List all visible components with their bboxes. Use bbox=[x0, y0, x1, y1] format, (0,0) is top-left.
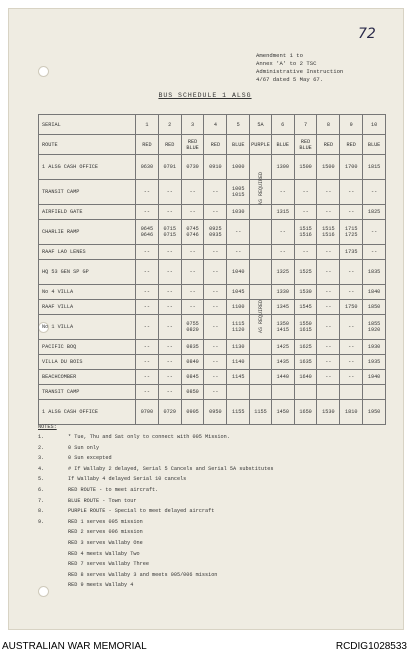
time-cell bbox=[317, 385, 340, 400]
time-cell: 1345 bbox=[271, 300, 294, 315]
time-cell: -- bbox=[158, 205, 181, 220]
time-cell: 0730 bbox=[181, 155, 204, 180]
time-cell: -- bbox=[317, 355, 340, 370]
table-row bbox=[39, 385, 386, 400]
time-cell: 1515 1516 bbox=[317, 220, 340, 245]
time-cell: -- bbox=[136, 245, 159, 260]
time-cell: 0715 0715 bbox=[158, 220, 181, 245]
header-line: Annex 'A' to 2 TSC bbox=[256, 60, 317, 67]
time-cell: 1140 bbox=[227, 355, 250, 370]
time-cell: -- bbox=[136, 340, 159, 355]
note-number bbox=[38, 551, 68, 562]
note-number: 8. bbox=[38, 508, 45, 515]
time-cell: 1545 bbox=[294, 300, 317, 315]
time-cell: -- bbox=[158, 245, 181, 260]
time-cell: -- bbox=[204, 300, 227, 315]
time-cell: 1715 1725 bbox=[340, 220, 363, 245]
time-cell: 1530 bbox=[317, 400, 340, 425]
time-cell: -- bbox=[181, 285, 204, 300]
time-cell: 1330 bbox=[271, 285, 294, 300]
stop-name: VILLA DU BOIS bbox=[39, 355, 136, 370]
time-cell: 1850 bbox=[363, 300, 386, 315]
table-row bbox=[39, 400, 386, 425]
serial-number: 5A bbox=[250, 115, 272, 135]
punch-hole bbox=[38, 66, 49, 77]
time-cell bbox=[340, 385, 363, 400]
time-cell: 0905 bbox=[181, 400, 204, 425]
time-cell: 0910 bbox=[204, 155, 227, 180]
time-cell: 1155 bbox=[227, 400, 250, 425]
time-cell: 1825 bbox=[363, 205, 386, 220]
route-name: RED bbox=[204, 135, 227, 155]
note-number bbox=[38, 540, 68, 551]
time-cell: -- bbox=[136, 385, 159, 400]
time-cell: -- bbox=[181, 205, 204, 220]
time-cell: 1500 bbox=[317, 155, 340, 180]
serial-number: 2 bbox=[158, 115, 181, 135]
stop-name: HQ 53 GEN SP GP bbox=[39, 260, 136, 285]
table-row bbox=[39, 180, 386, 205]
time-cell: -- bbox=[158, 315, 181, 340]
serial-number: 7 bbox=[294, 115, 317, 135]
note-item bbox=[38, 519, 273, 530]
serial-number: 1 bbox=[136, 115, 159, 135]
time-cell: -- bbox=[204, 385, 227, 400]
note-text: BLUE ROUTE - Town tour bbox=[68, 497, 137, 504]
time-cell: -- bbox=[158, 385, 181, 400]
note-item bbox=[38, 540, 273, 551]
time-cell: -- bbox=[158, 355, 181, 370]
note-item bbox=[38, 487, 273, 498]
time-cell: 1950 bbox=[363, 400, 386, 425]
time-cell: -- bbox=[136, 355, 159, 370]
time-cell bbox=[294, 385, 317, 400]
table-row bbox=[39, 285, 386, 300]
stop-name: RAAF LAO LENES bbox=[39, 245, 136, 260]
table-row bbox=[39, 115, 386, 135]
route-name: RED BLUE bbox=[294, 135, 317, 155]
time-cell: -- bbox=[227, 220, 250, 245]
serial-number: 8 bbox=[317, 115, 340, 135]
note-number: 4. bbox=[38, 465, 45, 472]
time-cell: -- bbox=[340, 180, 363, 205]
time-cell: -- bbox=[340, 340, 363, 355]
time-cell: 1515 1516 bbox=[294, 220, 317, 245]
time-cell: -- bbox=[158, 300, 181, 315]
time-cell: -- bbox=[317, 370, 340, 385]
stop-name: 1 ALSG CASH OFFICE bbox=[39, 155, 136, 180]
note-number: 1. bbox=[38, 434, 45, 440]
time-cell: 1810 bbox=[340, 400, 363, 425]
time-cell: 1030 bbox=[227, 205, 250, 220]
note-number: 2. bbox=[38, 444, 45, 451]
serial-number: 9 bbox=[340, 115, 363, 135]
time-cell: -- bbox=[317, 300, 340, 315]
time-cell: -- bbox=[204, 340, 227, 355]
table-row bbox=[39, 370, 386, 385]
note-text: RED 9 meets Wallaby 4 bbox=[68, 582, 134, 589]
time-cell bbox=[250, 245, 272, 260]
note-item bbox=[38, 561, 273, 572]
time-cell: -- bbox=[136, 300, 159, 315]
time-cell: 0835 bbox=[181, 340, 204, 355]
time-cell: 1040 bbox=[227, 260, 250, 285]
stop-name: CHARLIE RAMP bbox=[39, 220, 136, 245]
note-text: 0 Sun excepted bbox=[68, 455, 112, 462]
time-cell: 1735 bbox=[340, 245, 363, 260]
note-number bbox=[38, 561, 68, 572]
stop-name: 1 ALSG CASH OFFICE bbox=[39, 400, 136, 425]
time-cell bbox=[250, 340, 272, 355]
time-cell: 1855 1920 bbox=[363, 315, 386, 340]
note-item bbox=[38, 529, 273, 540]
time-cell: -- bbox=[363, 220, 386, 245]
time-cell: -- bbox=[317, 340, 340, 355]
time-cell: 1440 bbox=[271, 370, 294, 385]
time-cell: -- bbox=[204, 245, 227, 260]
note-text: RED 1 serves 005 mission bbox=[68, 518, 143, 525]
route-name: RED bbox=[317, 135, 340, 155]
time-cell bbox=[363, 385, 386, 400]
route-name: RED bbox=[136, 135, 159, 155]
route-name: PURPLE bbox=[250, 135, 272, 155]
time-cell: 1840 bbox=[363, 285, 386, 300]
vertical-annotation: AS REQUIRED bbox=[258, 300, 264, 334]
vertical-annotation: AS REQUIRED bbox=[258, 172, 264, 206]
time-cell: -- bbox=[181, 180, 204, 205]
time-cell: 1815 bbox=[363, 155, 386, 180]
route-name: BLUE bbox=[271, 135, 294, 155]
time-cell: -- bbox=[340, 370, 363, 385]
time-cell: -- bbox=[363, 245, 386, 260]
time-cell: -- bbox=[340, 205, 363, 220]
time-cell: 1700 bbox=[340, 155, 363, 180]
time-cell: -- bbox=[158, 285, 181, 300]
footer-institution: AUSTRALIAN WAR MEMORIAL bbox=[2, 641, 147, 652]
time-cell: -- bbox=[317, 285, 340, 300]
time-cell: 1750 bbox=[340, 300, 363, 315]
time-cell: 1530 bbox=[294, 285, 317, 300]
time-cell: 1640 bbox=[294, 370, 317, 385]
time-cell: 0700 bbox=[136, 400, 159, 425]
table-row bbox=[39, 220, 386, 245]
time-cell: 1500 bbox=[294, 155, 317, 180]
time-cell: 1000 bbox=[227, 155, 250, 180]
time-cell: 1930 bbox=[363, 340, 386, 355]
table-row bbox=[39, 260, 386, 285]
route-name: BLUE bbox=[363, 135, 386, 155]
note-item bbox=[38, 476, 273, 487]
time-cell: 1325 bbox=[271, 260, 294, 285]
time-cell bbox=[250, 220, 272, 245]
time-cell: -- bbox=[158, 180, 181, 205]
route-name: BLUE bbox=[227, 135, 250, 155]
time-cell: 0755 0820 bbox=[181, 315, 204, 340]
time-cell: 0701 bbox=[158, 155, 181, 180]
time-cell: 1005 1015 bbox=[227, 180, 250, 205]
note-text: RED 7 serves Wallaby Three bbox=[68, 561, 149, 568]
time-cell: -- bbox=[227, 245, 250, 260]
time-cell: 1835 bbox=[363, 260, 386, 285]
note-item bbox=[38, 434, 273, 445]
stop-name: TRANSIT CAMP bbox=[39, 180, 136, 205]
note-number: 7. bbox=[38, 497, 45, 504]
time-cell: -- bbox=[204, 205, 227, 220]
time-cell: 0630 bbox=[136, 155, 159, 180]
table-row bbox=[39, 315, 386, 340]
header-line: Amendment 1 to bbox=[256, 52, 303, 59]
time-cell: 0840 bbox=[181, 355, 204, 370]
note-text: RED 2 serves 006 mission bbox=[68, 529, 143, 536]
time-cell: -- bbox=[294, 205, 317, 220]
table-row bbox=[39, 205, 386, 220]
note-text: RED 4 meets Wallaby Two bbox=[68, 550, 140, 557]
route-name: RED bbox=[340, 135, 363, 155]
route-name: RED bbox=[158, 135, 181, 155]
time-cell: -- bbox=[294, 180, 317, 205]
stop-name: RAAF VILLA bbox=[39, 300, 136, 315]
time-cell: 0745 0746 bbox=[181, 220, 204, 245]
time-cell: 1350 1415 bbox=[271, 315, 294, 340]
time-cell: -- bbox=[271, 220, 294, 245]
stop-name: TRANSIT CAMP bbox=[39, 385, 136, 400]
stop-name: No 1 VILLA bbox=[39, 315, 136, 340]
time-cell: 0729 bbox=[158, 400, 181, 425]
notes-title: NOTES: bbox=[38, 424, 57, 430]
time-cell: -- bbox=[294, 245, 317, 260]
time-cell: -- bbox=[181, 245, 204, 260]
stop-name: BEACHCOMBER bbox=[39, 370, 136, 385]
time-cell: -- bbox=[158, 340, 181, 355]
time-cell bbox=[227, 385, 250, 400]
notes-section bbox=[38, 424, 273, 593]
time-cell: 1635 bbox=[294, 355, 317, 370]
time-cell: 1100 bbox=[227, 300, 250, 315]
time-cell: -- bbox=[181, 260, 204, 285]
time-cell: -- bbox=[363, 180, 386, 205]
note-text: If Wallaby 4 delayed Serial 10 cancels bbox=[68, 476, 187, 483]
time-cell: -- bbox=[317, 260, 340, 285]
serial-number: 10 bbox=[363, 115, 386, 135]
route-header: ROUTE bbox=[39, 135, 136, 155]
time-cell: -- bbox=[136, 180, 159, 205]
note-item bbox=[38, 445, 273, 456]
note-number bbox=[38, 529, 68, 540]
time-cell: -- bbox=[340, 285, 363, 300]
route-name: RED BLUE bbox=[181, 135, 204, 155]
note-item bbox=[38, 582, 273, 593]
time-cell: -- bbox=[136, 205, 159, 220]
time-cell: -- bbox=[317, 245, 340, 260]
note-number bbox=[38, 582, 68, 593]
time-cell bbox=[250, 385, 272, 400]
time-cell: -- bbox=[204, 355, 227, 370]
time-cell: 1450 bbox=[271, 400, 294, 425]
serial-number: 5 bbox=[227, 115, 250, 135]
header-line: 4/67 dated 5 May 67. bbox=[256, 76, 324, 83]
note-text: PURPLE ROUTE - Special to meet delayed aircraft bbox=[68, 508, 215, 515]
time-cell: -- bbox=[340, 355, 363, 370]
time-cell: -- bbox=[136, 285, 159, 300]
time-cell: -- bbox=[204, 285, 227, 300]
time-cell: -- bbox=[340, 260, 363, 285]
serial-number: 3 bbox=[181, 115, 204, 135]
time-cell bbox=[250, 285, 272, 300]
time-cell: -- bbox=[204, 180, 227, 205]
time-cell: -- bbox=[271, 180, 294, 205]
note-item bbox=[38, 508, 273, 519]
table-row bbox=[39, 135, 386, 155]
bus-schedule-table bbox=[38, 114, 386, 425]
table-row bbox=[39, 355, 386, 370]
time-cell: 1300 bbox=[271, 155, 294, 180]
time-cell: 1425 bbox=[271, 340, 294, 355]
note-number: 6. bbox=[38, 486, 45, 493]
note-number: 5. bbox=[38, 476, 45, 483]
time-cell: -- bbox=[136, 370, 159, 385]
time-cell: 1130 bbox=[227, 340, 250, 355]
stop-name: PACIFIC BOQ bbox=[39, 340, 136, 355]
table-row bbox=[39, 155, 386, 180]
time-cell: -- bbox=[136, 315, 159, 340]
time-cell: -- bbox=[317, 205, 340, 220]
time-cell: 1935 bbox=[363, 355, 386, 370]
note-text: * Tue, Thu and Sat only to connect with 005 Mission. bbox=[68, 434, 230, 440]
note-item bbox=[38, 455, 273, 466]
note-text: RED 8 serves Wallaby 3 and meets 005/006 mission bbox=[68, 571, 218, 578]
time-cell: -- bbox=[158, 260, 181, 285]
time-cell: -- bbox=[204, 315, 227, 340]
document-title: BUS SCHEDULE 1 ALSG bbox=[158, 92, 252, 99]
note-number bbox=[38, 572, 68, 583]
stop-name: AIRFIELD GATE bbox=[39, 205, 136, 220]
time-cell: -- bbox=[136, 260, 159, 285]
time-cell: 1315 bbox=[271, 205, 294, 220]
time-cell: -- bbox=[340, 315, 363, 340]
time-cell: 0950 bbox=[204, 400, 227, 425]
page-number: 72 bbox=[358, 26, 376, 42]
note-item bbox=[38, 551, 273, 562]
serial-header: SERIAL bbox=[39, 115, 136, 135]
note-number: 3. bbox=[38, 455, 45, 462]
note-text: # If Wallaby 2 delayed, Serial 5 Cancels and Serial 5A substitutes bbox=[68, 465, 274, 472]
table-row bbox=[39, 300, 386, 315]
time-cell: 1650 bbox=[294, 400, 317, 425]
time-cell bbox=[271, 385, 294, 400]
time-cell: 0850 bbox=[181, 385, 204, 400]
note-item bbox=[38, 572, 273, 583]
time-cell: 1045 bbox=[227, 285, 250, 300]
time-cell: 1435 bbox=[271, 355, 294, 370]
time-cell: 1625 bbox=[294, 340, 317, 355]
note-item bbox=[38, 466, 273, 477]
table-row bbox=[39, 245, 386, 260]
time-cell: -- bbox=[204, 260, 227, 285]
amendment-header bbox=[256, 52, 343, 84]
header-line: Administrative Instruction bbox=[256, 68, 344, 75]
time-cell: -- bbox=[181, 300, 204, 315]
time-cell: 1550 1615 bbox=[294, 315, 317, 340]
time-cell bbox=[250, 355, 272, 370]
time-cell: 0925 0935 bbox=[204, 220, 227, 245]
footer-reference: RCDIG1028533 bbox=[335, 641, 407, 652]
time-cell: -- bbox=[204, 370, 227, 385]
time-cell: 1155 bbox=[250, 400, 272, 425]
serial-number: 6 bbox=[271, 115, 294, 135]
time-cell bbox=[250, 370, 272, 385]
note-item bbox=[38, 498, 273, 509]
note-text: RED 3 serves Wallaby One bbox=[68, 539, 143, 546]
time-cell: 1525 bbox=[294, 260, 317, 285]
time-cell: -- bbox=[317, 180, 340, 205]
time-cell: 0845 bbox=[181, 370, 204, 385]
time-cell: -- bbox=[271, 245, 294, 260]
stop-name: No 4 VILLA bbox=[39, 285, 136, 300]
note-text: RED ROUTE - to meet aircraft. bbox=[68, 486, 159, 493]
serial-number: 4 bbox=[204, 115, 227, 135]
time-cell: 1940 bbox=[363, 370, 386, 385]
table-row bbox=[39, 340, 386, 355]
time-cell: 1145 bbox=[227, 370, 250, 385]
time-cell bbox=[250, 205, 272, 220]
time-cell bbox=[250, 260, 272, 285]
note-text: 0 Sun only bbox=[68, 444, 100, 451]
time-cell: 1115 1120 bbox=[227, 315, 250, 340]
time-cell: 0645 0646 bbox=[136, 220, 159, 245]
time-cell: -- bbox=[317, 315, 340, 340]
note-number: 9. bbox=[38, 518, 45, 525]
time-cell: -- bbox=[158, 370, 181, 385]
